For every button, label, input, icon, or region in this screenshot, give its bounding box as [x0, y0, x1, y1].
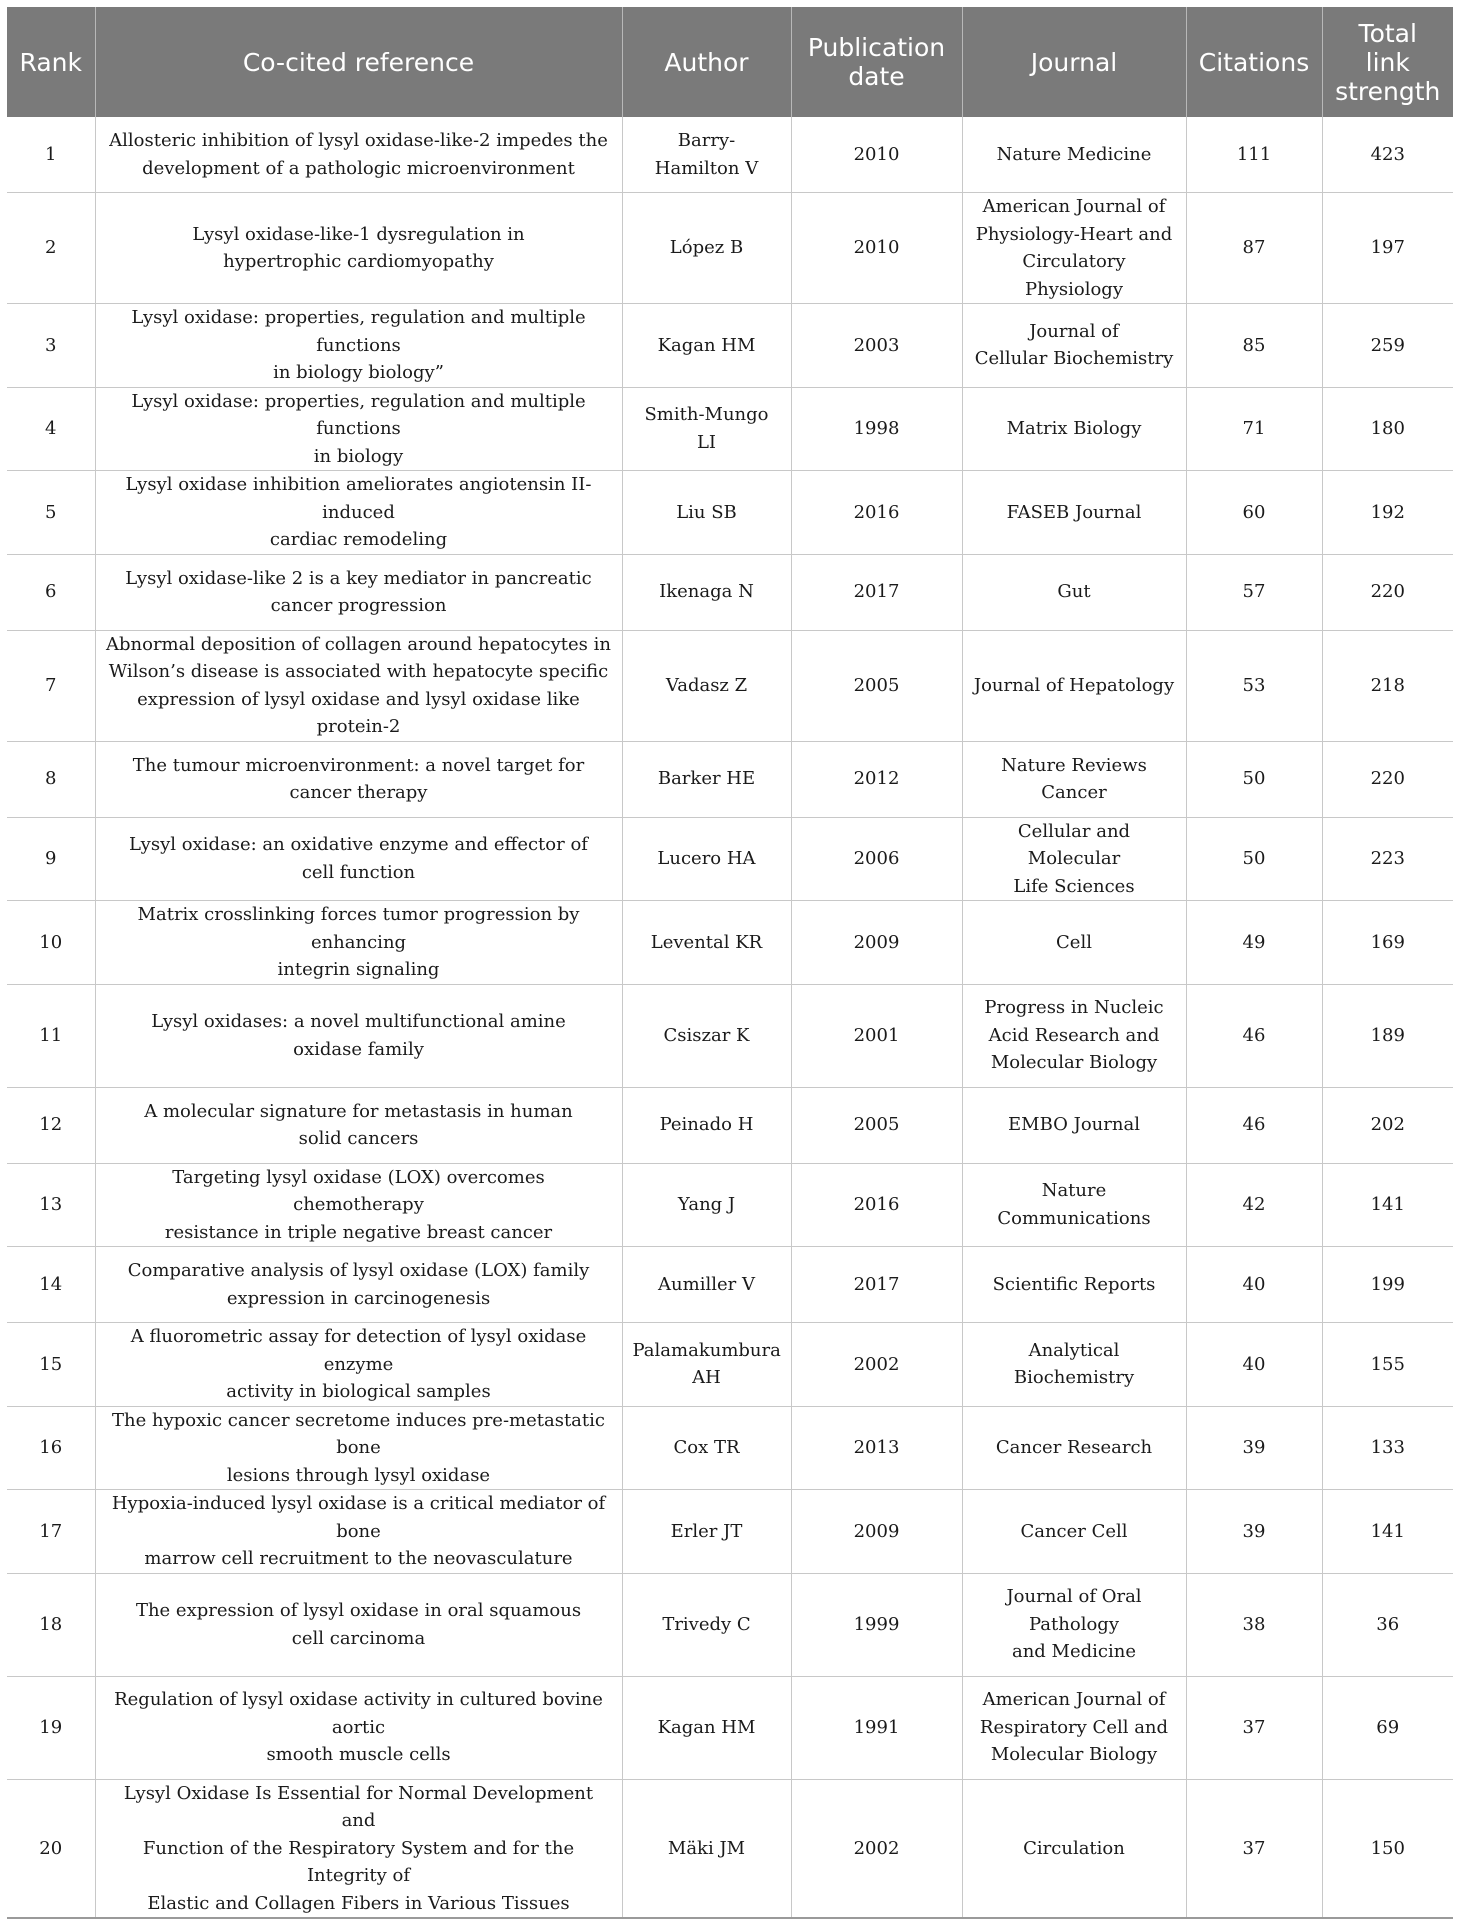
journal-cell: Nature Medicine: [962, 117, 1186, 193]
author-cell: Smith-Mungo LI: [622, 387, 791, 471]
date-cell: 2005: [791, 1087, 962, 1163]
date-cell: 2001: [791, 984, 962, 1087]
date-cell: 2017: [791, 554, 962, 630]
rank-cell: 14: [7, 1247, 95, 1323]
reference-cell: The tumour microenvironment: a novel target for cancer therapy: [95, 741, 622, 817]
table-body: [7, 117, 1453, 1918]
rank-cell: 12: [7, 1087, 95, 1163]
tls-cell: 202: [1322, 1087, 1453, 1163]
table-row: [7, 1779, 1453, 1918]
reference-cell: Targeting lysyl oxidase (LOX) overcomes chemotherapy resistance in triple negative breast cancer: [95, 1163, 622, 1247]
author-cell: Levental KR: [622, 901, 791, 985]
journal-cell: Cellular and Molecular Life Sciences: [962, 817, 1186, 901]
reference-cell: Regulation of lysyl oxidase activity in cultured bovine aortic smooth muscle cells: [95, 1676, 622, 1779]
table-row: [7, 193, 1453, 304]
rank-cell: 19: [7, 1676, 95, 1779]
header-journal: Journal: [962, 7, 1186, 117]
citations-cell: 40: [1186, 1323, 1322, 1407]
table-row: [7, 304, 1453, 388]
author-cell: Barry- Hamilton V: [622, 117, 791, 193]
table-row: [7, 1323, 1453, 1407]
co-cited-references-table: [7, 7, 1453, 1919]
date-cell: 2016: [791, 1163, 962, 1247]
rank-cell: 16: [7, 1406, 95, 1490]
tls-cell: 141: [1322, 1490, 1453, 1574]
tls-cell: 133: [1322, 1406, 1453, 1490]
rank-cell: 13: [7, 1163, 95, 1247]
date-cell: 1998: [791, 387, 962, 471]
citations-cell: 37: [1186, 1779, 1322, 1918]
rank-cell: 9: [7, 817, 95, 901]
rank-cell: 7: [7, 630, 95, 741]
journal-cell: Journal of Hepatology: [962, 630, 1186, 741]
tls-cell: 220: [1322, 554, 1453, 630]
tls-cell: 155: [1322, 1323, 1453, 1407]
rank-cell: 4: [7, 387, 95, 471]
author-cell: Liu SB: [622, 471, 791, 555]
reference-cell: Lysyl oxidase inhibition ameliorates angiotensin II-induced cardiac remodeling: [95, 471, 622, 555]
citations-cell: 38: [1186, 1573, 1322, 1676]
author-cell: López B: [622, 193, 791, 304]
author-cell: Aumiller V: [622, 1247, 791, 1323]
rank-cell: 17: [7, 1490, 95, 1574]
date-cell: 2010: [791, 117, 962, 193]
reference-cell: Lysyl Oxidase Is Essential for Normal Development and Function of the Respiratory System and for the Integrity of Elastic and Collagen Fibers in Various Tissues: [95, 1779, 622, 1918]
reference-cell: Lysyl oxidase: properties, regulation and multiple functions in biology: [95, 387, 622, 471]
citations-cell: 37: [1186, 1676, 1322, 1779]
journal-cell: Cell: [962, 901, 1186, 985]
tls-cell: 220: [1322, 741, 1453, 817]
reference-cell: Lysyl oxidase: properties, regulation and multiple functions in biology biology”: [95, 304, 622, 388]
table-row: [7, 1573, 1453, 1676]
citations-cell: 111: [1186, 117, 1322, 193]
author-cell: Lucero HA: [622, 817, 791, 901]
citations-cell: 50: [1186, 741, 1322, 817]
co-cited-references-table-container: [7, 7, 1453, 1919]
rank-cell: 11: [7, 984, 95, 1087]
author-cell: Kagan HM: [622, 1676, 791, 1779]
author-cell: Yang J: [622, 1163, 791, 1247]
table-header: [7, 7, 1453, 117]
reference-cell: Matrix crosslinking forces tumor progression by enhancing integrin signaling: [95, 901, 622, 985]
citations-cell: 42: [1186, 1163, 1322, 1247]
header-citations: Citations: [1186, 7, 1322, 117]
reference-cell: A molecular signature for metastasis in human solid cancers: [95, 1087, 622, 1163]
author-cell: Erler JT: [622, 1490, 791, 1574]
journal-cell: Cancer Research: [962, 1406, 1186, 1490]
tls-cell: 141: [1322, 1163, 1453, 1247]
author-cell: Vadasz Z: [622, 630, 791, 741]
date-cell: 2006: [791, 817, 962, 901]
table-row: [7, 387, 1453, 471]
date-cell: 2010: [791, 193, 962, 304]
tls-cell: 192: [1322, 471, 1453, 555]
citations-cell: 60: [1186, 471, 1322, 555]
table-row: [7, 1087, 1453, 1163]
citations-cell: 57: [1186, 554, 1322, 630]
reference-cell: The hypoxic cancer secretome induces pre-metastatic bone lesions through lysyl oxidase: [95, 1406, 622, 1490]
journal-cell: Journal of Cellular Biochemistry: [962, 304, 1186, 388]
table-row: [7, 117, 1453, 193]
journal-cell: American Journal of Physiology-Heart and Circulatory Physiology: [962, 193, 1186, 304]
citations-cell: 53: [1186, 630, 1322, 741]
header-co-cited-reference: Co-cited reference: [95, 7, 622, 117]
journal-cell: Nature Reviews Cancer: [962, 741, 1186, 817]
journal-cell: Progress in Nucleic Acid Research and Molecular Biology: [962, 984, 1186, 1087]
header-publication-date: Publication date: [791, 7, 962, 117]
table-row: [7, 630, 1453, 741]
tls-cell: 218: [1322, 630, 1453, 741]
author-cell: Trivedy C: [622, 1573, 791, 1676]
table-row: [7, 984, 1453, 1087]
date-cell: 2002: [791, 1779, 962, 1918]
journal-cell: American Journal of Respiratory Cell and Molecular Biology: [962, 1676, 1186, 1779]
date-cell: 2017: [791, 1247, 962, 1323]
author-cell: Barker HE: [622, 741, 791, 817]
date-cell: 2012: [791, 741, 962, 817]
table-row: [7, 817, 1453, 901]
rank-cell: 20: [7, 1779, 95, 1918]
table-row: [7, 1247, 1453, 1323]
reference-cell: Abnormal deposition of collagen around hepatocytes in Wilson’s disease is associated with hepatocyte specific expression of lysyl oxidase and lysyl oxidase like protein-2: [95, 630, 622, 741]
table-row: [7, 1490, 1453, 1574]
date-cell: 2009: [791, 1490, 962, 1574]
reference-cell: A fluorometric assay for detection of lysyl oxidase enzyme activity in biological samples: [95, 1323, 622, 1407]
reference-cell: The expression of lysyl oxidase in oral squamous cell carcinoma: [95, 1573, 622, 1676]
header-rank: Rank: [7, 7, 95, 117]
rank-cell: 1: [7, 117, 95, 193]
citations-cell: 85: [1186, 304, 1322, 388]
date-cell: 2005: [791, 630, 962, 741]
citations-cell: 50: [1186, 817, 1322, 901]
citations-cell: 40: [1186, 1247, 1322, 1323]
journal-cell: Nature Communications: [962, 1163, 1186, 1247]
journal-cell: Analytical Biochemistry: [962, 1323, 1186, 1407]
rank-cell: 10: [7, 901, 95, 985]
journal-cell: Cancer Cell: [962, 1490, 1186, 1574]
journal-cell: EMBO Journal: [962, 1087, 1186, 1163]
journal-cell: Journal of Oral Pathology and Medicine: [962, 1573, 1186, 1676]
rank-cell: 18: [7, 1573, 95, 1676]
reference-cell: Lysyl oxidase: an oxidative enzyme and effector of cell function: [95, 817, 622, 901]
tls-cell: 69: [1322, 1676, 1453, 1779]
tls-cell: 223: [1322, 817, 1453, 901]
author-cell: Mäki JM: [622, 1779, 791, 1918]
citations-cell: 71: [1186, 387, 1322, 471]
reference-cell: Hypoxia-induced lysyl oxidase is a critical mediator of bone marrow cell recruitment to the neovasculature: [95, 1490, 622, 1574]
rank-cell: 8: [7, 741, 95, 817]
citations-cell: 39: [1186, 1406, 1322, 1490]
date-cell: 1991: [791, 1676, 962, 1779]
reference-cell: Lysyl oxidase-like 2 is a key mediator in pancreatic cancer progression: [95, 554, 622, 630]
tls-cell: 150: [1322, 1779, 1453, 1918]
reference-cell: Lysyl oxidase-like-1 dysregulation in hypertrophic cardiomyopathy: [95, 193, 622, 304]
date-cell: 2009: [791, 901, 962, 985]
author-cell: Kagan HM: [622, 304, 791, 388]
table-row: [7, 741, 1453, 817]
rank-cell: 3: [7, 304, 95, 388]
citations-cell: 46: [1186, 984, 1322, 1087]
author-cell: Csiszar K: [622, 984, 791, 1087]
header-total-link-strength: Total link strength: [1322, 7, 1453, 117]
journal-cell: Matrix Biology: [962, 387, 1186, 471]
header-row: [7, 7, 1453, 117]
reference-cell: Lysyl oxidases: a novel multifunctional amine oxidase family: [95, 984, 622, 1087]
citations-cell: 49: [1186, 901, 1322, 985]
journal-cell: FASEB Journal: [962, 471, 1186, 555]
rank-cell: 5: [7, 471, 95, 555]
table-row: [7, 901, 1453, 985]
table-row: [7, 1163, 1453, 1247]
table-row: [7, 1406, 1453, 1490]
tls-cell: 189: [1322, 984, 1453, 1087]
citations-cell: 46: [1186, 1087, 1322, 1163]
journal-cell: Circulation: [962, 1779, 1186, 1918]
citations-cell: 39: [1186, 1490, 1322, 1574]
rank-cell: 2: [7, 193, 95, 304]
tls-cell: 259: [1322, 304, 1453, 388]
date-cell: 2013: [791, 1406, 962, 1490]
citations-cell: 87: [1186, 193, 1322, 304]
journal-cell: Gut: [962, 554, 1186, 630]
table-row: [7, 471, 1453, 555]
date-cell: 2002: [791, 1323, 962, 1407]
tls-cell: 180: [1322, 387, 1453, 471]
tls-cell: 197: [1322, 193, 1453, 304]
reference-cell: Allosteric inhibition of lysyl oxidase-like-2 impedes the development of a pathologic microenvironment: [95, 117, 622, 193]
header-author: Author: [622, 7, 791, 117]
table-row: [7, 1676, 1453, 1779]
rank-cell: 6: [7, 554, 95, 630]
tls-cell: 36: [1322, 1573, 1453, 1676]
journal-cell: Scientific Reports: [962, 1247, 1186, 1323]
date-cell: 2016: [791, 471, 962, 555]
author-cell: Palamakumbura AH: [622, 1323, 791, 1407]
author-cell: Cox TR: [622, 1406, 791, 1490]
tls-cell: 169: [1322, 901, 1453, 985]
date-cell: 1999: [791, 1573, 962, 1676]
author-cell: Ikenaga N: [622, 554, 791, 630]
author-cell: Peinado H: [622, 1087, 791, 1163]
tls-cell: 199: [1322, 1247, 1453, 1323]
table-row: [7, 554, 1453, 630]
rank-cell: 15: [7, 1323, 95, 1407]
tls-cell: 423: [1322, 117, 1453, 193]
date-cell: 2003: [791, 304, 962, 388]
reference-cell: Comparative analysis of lysyl oxidase (LOX) family expression in carcinogenesis: [95, 1247, 622, 1323]
